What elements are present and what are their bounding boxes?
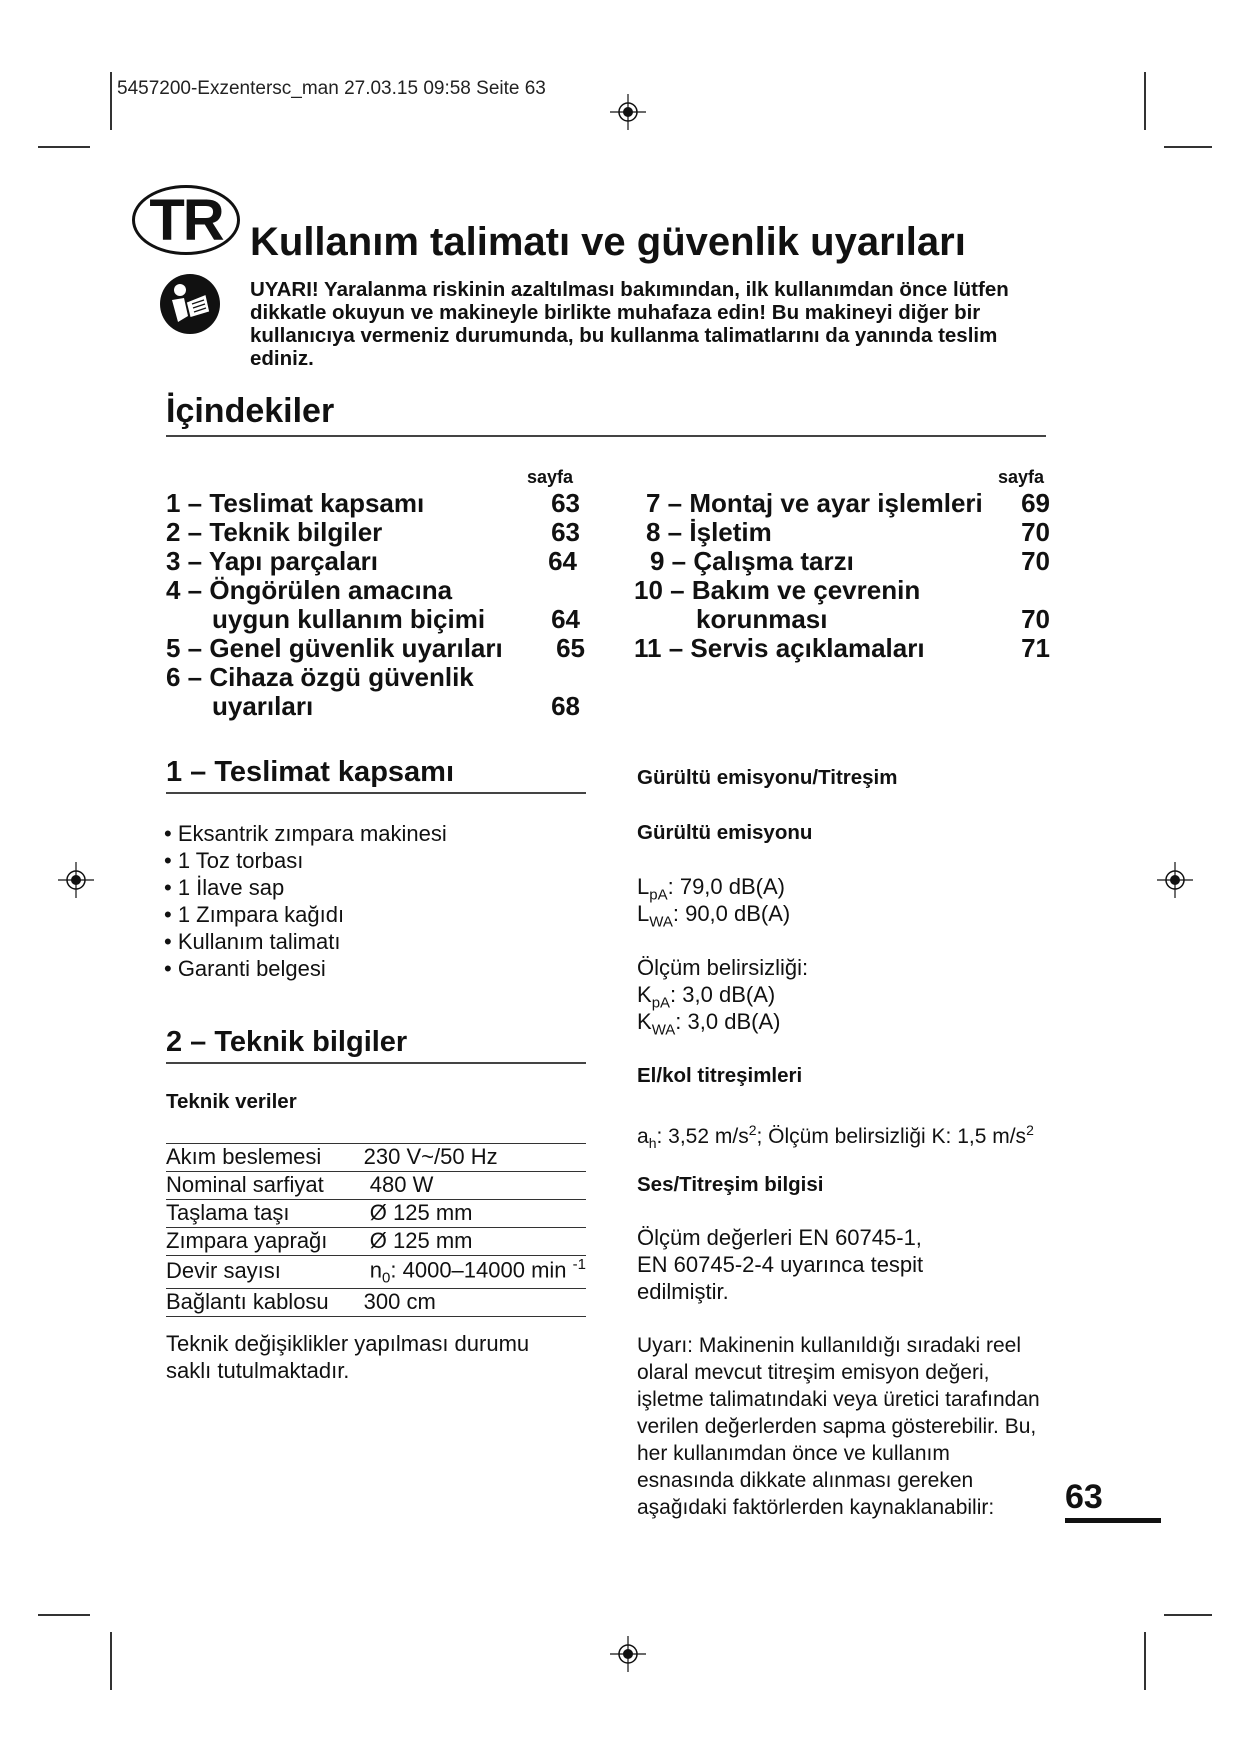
registration-mark-right-icon xyxy=(1157,862,1193,898)
spec-key: Taşlama taşı xyxy=(166,1200,364,1228)
toc-page-9: 70 xyxy=(1021,546,1050,576)
toc-item-6[interactable]: 6 – Cihaza özgü güvenlik xyxy=(166,662,474,692)
noise-vibration-title: Gürültü emisyonu/Titreşim xyxy=(637,766,898,789)
print-header-info: 5457200-Exzentersc_man 27.03.15 09:58 Seite 63 xyxy=(117,78,546,99)
toc-page-label-right: sayfa xyxy=(998,467,1045,487)
spec-key: Akım beslemesi xyxy=(166,1144,364,1172)
list-item: • Eksantrik zımpara makinesi xyxy=(164,821,447,846)
spec-value: $n_0$: 4000–14000 min $^{-1}$ xyxy=(364,1256,586,1289)
ah-value: $a_h$: 3,52 $m/s^2$; Ölçüm belirsizliği K: 1,5 $m/s^2$ xyxy=(637,1122,1034,1152)
toc-item-5[interactable]: 5 – Genel güvenlik uyarıları xyxy=(166,633,503,663)
spec-value: 230 V~/50 Hz xyxy=(364,1144,586,1172)
spec-value: 480 W xyxy=(364,1172,586,1200)
lwa-value: $L_{WA}$: 90,0 dB(A) xyxy=(637,901,791,931)
spec-value: 300 cm xyxy=(364,1288,586,1316)
toc-item-2[interactable]: 2 – Teknik bilgiler xyxy=(166,517,383,547)
tech-data-subtitle: Teknik veriler xyxy=(166,1090,297,1113)
registration-mark-left-icon xyxy=(58,862,94,898)
page-number: 63 xyxy=(1065,1478,1103,1516)
crop-mark-top-right-v xyxy=(1144,72,1146,130)
table-row xyxy=(166,1288,586,1316)
kwa-value: $K_{WA}$: 3,0 dB(A) xyxy=(637,1009,781,1039)
registration-mark-bottom-icon xyxy=(610,1636,646,1672)
uncertainty-label: Ölçüm belirsizliği: xyxy=(637,955,809,980)
page-number-rule xyxy=(1065,1518,1161,1523)
toc-page-1: 63 xyxy=(551,488,580,518)
measured-values-text: Ölçüm değerleri EN 60745-1, EN 60745-2-4 uyarınca tespit edilmiştir. xyxy=(637,1225,924,1304)
toc-title: İçindekiler xyxy=(166,392,335,430)
spec-table xyxy=(166,1143,586,1317)
sound-vibration-info-title: Ses/Titreşim bilgisi xyxy=(637,1173,824,1196)
table-row xyxy=(166,1172,586,1200)
table-row xyxy=(166,1200,586,1228)
spec-value: Ø 125 mm xyxy=(364,1200,586,1228)
toc-page-8: 70 xyxy=(1021,517,1050,547)
list-item: • Kullanım talimatı xyxy=(164,929,341,954)
toc-item-10[interactable]: 10 – Bakım ve çevrenin xyxy=(634,575,921,605)
toc-page-2: 63 xyxy=(551,517,580,547)
toc-item-9[interactable]: 9 – Çalışma tarzı xyxy=(650,546,854,576)
crop-mark-bottom-left-h xyxy=(38,1614,90,1616)
vibration-warning-text: Uyarı: Makinenin kullanıldığı sıradaki reel olaral mevcut titreşim emisyon değeri, işletme talimatındaki veya üretici tarafından verilen değerlerden sapma gösterebilir. Bu, her kullanımdan önce ve kullanım esnasında dikkate alınması gereken aşağıdaki faktörlerden kaynaklanabilir: xyxy=(637,1334,1040,1519)
toc-page-3: 64 xyxy=(548,546,577,576)
toc-page-label-left: sayfa xyxy=(527,467,574,487)
toc-item-6-line2[interactable]: uyarıları xyxy=(212,691,314,721)
delivery-list xyxy=(164,820,447,982)
crop-mark-bottom-right-v xyxy=(1144,1632,1146,1690)
list-item: • 1 Toz torbası xyxy=(164,848,304,873)
toc-item-4-line2[interactable]: uygun kullanım biçimi xyxy=(212,604,486,634)
toc-page-4: 64 xyxy=(551,604,580,634)
toc-page-7: 69 xyxy=(1021,488,1050,518)
section1-rule xyxy=(166,792,586,794)
toc-page-10: 70 xyxy=(1021,604,1050,634)
page-title: Kullanım talimatı ve güvenlik uyarıları xyxy=(250,220,966,264)
crop-mark-bottom-left-v xyxy=(110,1632,112,1690)
toc-item-8[interactable]: 8 – İşletim xyxy=(646,517,772,547)
spec-key: Zımpara yaprağı xyxy=(166,1228,364,1256)
list-item: • 1 Zımpara kağıdı xyxy=(164,902,345,927)
table-row xyxy=(166,1144,586,1172)
list-item: • Garanti belgesi xyxy=(164,956,326,981)
spec-key: Devir sayısı xyxy=(166,1256,364,1289)
spec-key: Nominal sarfiyat xyxy=(166,1172,364,1200)
toc-page-5: 65 xyxy=(556,633,585,663)
registration-mark-top-icon xyxy=(610,94,646,130)
spec-key: Bağlantı kablosu xyxy=(166,1288,364,1316)
tech-changes-note: Teknik değişiklikler yapılması durumu saklı tutulmaktadır. xyxy=(166,1331,530,1383)
table-row xyxy=(166,1228,586,1256)
crop-mark-bottom-right-h xyxy=(1164,1614,1212,1616)
section1-title: 1 – Teslimat kapsamı xyxy=(166,756,455,788)
toc-item-10-line2[interactable]: korunması xyxy=(696,604,828,634)
table-row xyxy=(166,1256,586,1289)
read-manual-icon xyxy=(158,272,222,336)
toc-title-rule xyxy=(166,435,1046,437)
toc-item-4[interactable]: 4 – Öngörülen amacına xyxy=(166,575,453,605)
toc-item-7[interactable]: 7 – Montaj ve ayar işlemleri xyxy=(646,488,983,518)
crop-mark-top-left-v xyxy=(110,72,112,130)
toc-page-6: 68 xyxy=(551,691,580,721)
spec-value: Ø 125 mm xyxy=(364,1228,586,1256)
section2-rule xyxy=(166,1062,586,1064)
language-badge: TR xyxy=(132,185,240,255)
toc-item-3[interactable]: 3 – Yapı parçaları xyxy=(166,546,379,576)
toc-item-1[interactable]: 1 – Teslimat kapsamı xyxy=(166,488,425,518)
hand-arm-vibration-title: El/kol titreşimleri xyxy=(637,1064,803,1087)
noise-emission-title: Gürültü emisyonu xyxy=(637,821,813,844)
toc-item-11[interactable]: 11 – Servis açıklamaları xyxy=(634,633,925,663)
crop-mark-top-right-h xyxy=(1164,146,1212,148)
kpa-value: $K_{pA}$: 3,0 dB(A) xyxy=(637,982,776,1012)
warning-text: UYARI! Yaralanma riskinin azaltılması bakımından, ilk kullanımdan önce lütfen dikkatle okuyun ve makineyle birlikte muhafaza edin! Bu makineyi diğer bir kullanıcıya vermeniz durumunda, bu kullanma talimatlarını da yanında teslim ediniz. xyxy=(250,278,1009,370)
section2-title: 2 – Teknik bilgiler xyxy=(166,1026,408,1058)
toc-page-11: 71 xyxy=(1021,633,1050,663)
crop-mark-top-left-h xyxy=(38,146,90,148)
lpa-value: $L_{pA}$: 79,0 dB(A) xyxy=(637,874,785,904)
list-item: • 1 İlave sap xyxy=(164,875,285,900)
